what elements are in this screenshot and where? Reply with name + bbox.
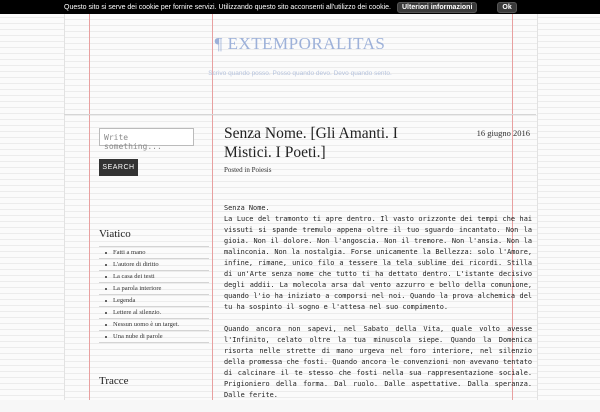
site-description: Scrivo quando posso. Posso quando devo. Devo quando sento. — [0, 70, 600, 77]
post-category-link[interactable]: Poiesis — [252, 166, 272, 174]
post-date: 16 giugno 2016 — [430, 128, 530, 138]
viatico-item[interactable]: Nessun uomo è un target. — [99, 319, 209, 331]
viatico-title: Viatico — [99, 228, 131, 240]
viatico-item[interactable]: L'autore di diritto — [99, 259, 209, 271]
post-paragraph: Quando ancora non sapevi, nel Sabato della Vita, quale volto avesse l'Infinito, celato oltre la tua minuscola siepe. Quando la Domenica risorta nelle strette di mano urgeva nel foro interiore, nel silenzio della promessa che fosti. Quando ancora le convenzioni non avevano tentato di calcinare il te stesso che fosti nella sua rappresentazione sociale. Prigioniero della forma. Dal ruolo. Dalle aspettative. Dalla speranza. Dalle ferite. — [224, 324, 532, 401]
post-title[interactable]: Senza Nome. [Gli Amanti. I Mistici. I Poeti.] — [224, 124, 414, 162]
post-body — [224, 203, 532, 412]
viatico-item[interactable]: Una nube di parole — [99, 331, 209, 343]
posted-in-label: Posted in — [224, 166, 250, 174]
viatico-item[interactable]: Fatti a mano — [99, 246, 209, 259]
post-paragraph: La Luce del tramonto ti apre dentro. Il vasto orizzonte dei tempi che hai vissuti si spande tremulo appena oltre il tuo sguardo incantato. Non la gioia. Non il dolore. Non l'angoscia. Non il tremore. Non l'ansia. Non la malinconia. Non la nostalgia. Forse unicamente la Bellezza: solo l'Amore, infine, rimane, unico filo a tessere la tela sublime dei ricordi. Stilla di un'Arte senza nome che tutto ti ha dettato dentro. L'istante decisivo degli addii. La molecola arsa dal vento azzurro e bello della comunione, quando l'io ha iniziato a comporsi nel noi. Quando la prova alchemica del tu ha sospinto il sogno e l'attesa nel suo compimento. — [224, 214, 532, 313]
cookie-ok-button[interactable]: Ok — [497, 2, 516, 13]
post-meta — [224, 166, 271, 174]
viatico-item[interactable]: Legenda — [99, 295, 209, 307]
viatico-item[interactable]: Lettere al silenzio. — [99, 307, 209, 319]
site-title[interactable]: ¶ EXTEMPORALITAS — [0, 34, 600, 54]
search-input[interactable]: Write something... — [99, 128, 194, 146]
viatico-item[interactable]: La casa dei testi — [99, 271, 209, 283]
cookie-more-info-button[interactable]: Ulteriori informazioni — [397, 2, 477, 13]
header-divider — [64, 114, 536, 115]
viatico-item[interactable]: La parola interiore — [99, 283, 209, 295]
cookie-bar — [0, 0, 600, 14]
viatico-list — [99, 246, 209, 343]
cookie-text: Questo sito si serve dei cookie per fornire servizi. Utilizzando questo sito acconsenti all'utilizzo dei cookie. — [64, 4, 391, 11]
tracce-title: Tracce — [99, 375, 129, 387]
search-button[interactable]: SEARCH — [99, 159, 138, 176]
post-subtitle: Senza Nome. — [224, 203, 532, 214]
